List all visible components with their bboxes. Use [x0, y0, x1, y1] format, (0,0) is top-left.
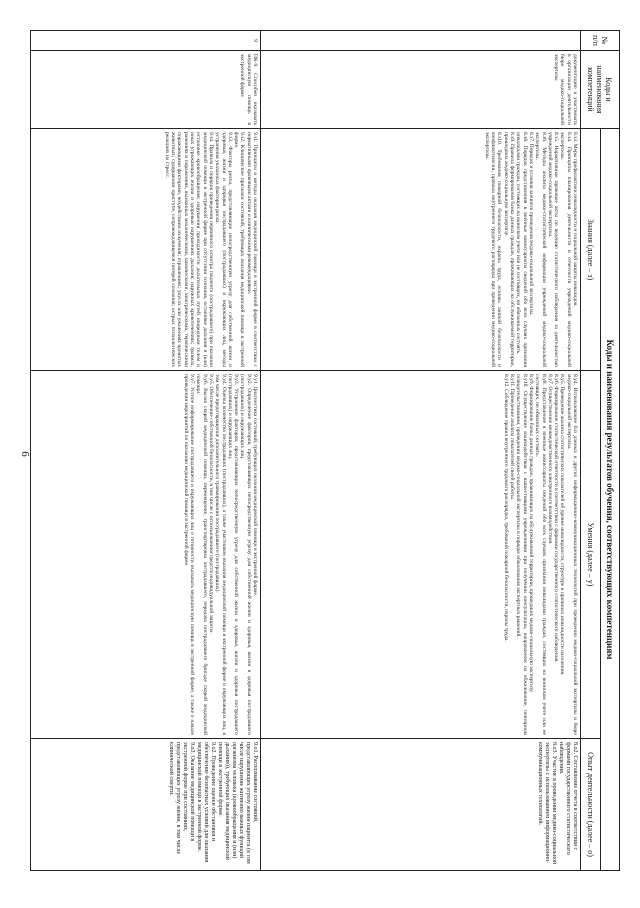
skill-item: 9.у6. Вызов скорой медицинской помощи, перемещение, транспортировка пострадавшего, передача пострадавшего бригаде скорой медицинской помощи. — [195, 374, 208, 735]
knowledge-item: 9.з4. Правила и порядок проведения первичного осмотра пациента (пострадавшего) при оказании медицинской помощи в экстренной форме при отсутствии сознания, остановке дыхания и (или) остановке кровообращения; нарушении проходимости дыхательных путей инородным телом и иных угрожающих жизни и здоровью нарушениях дыхания; наружных кровотечениях; травмах, ранениях и поражениях, вызванных механическими, химическими, электрическими, термическими поражающими факторами, воздействием излучения; отравлениях; укусах или ужалениях ядовитых животных; судорожном приступе, сопровождающемся потерей сознания; острых психологических реакциях на стресс. — [163, 132, 214, 367]
skill-item: 9.у1. Диагностика состояний, требующих оказания медицинской помощи в экстренной форме. — [252, 374, 258, 597]
skill-item: 9.у4. Оценка количества пострадавших (пострадавших), а также участников оказания медицинской помощи в экстренной форме и окружающих лиц, в том числе предотвращение дополнительного травмирования пострадавшего (пострадавших). — [214, 374, 227, 735]
experience-cell — [31, 739, 261, 871]
header-skills: Умения (далее – у) — [581, 371, 601, 739]
knowledge-item: 8.з4. Принципы планирования деятельности и отчетности учреждений медико-социальной экспертизы. — [559, 132, 572, 367]
knowledge-item: 8.з7. Порядок и условия заочного проведения медико-социальной экспертизы. — [527, 132, 534, 316]
competence-table — [30, 30, 620, 871]
experience-item: 8.о2. Составление отчета в соответствии с формами государственного статистического наблюдения. — [558, 742, 578, 855]
knowledge-item: 9.з3. Факторы риска, представляющие непосредственную угрозу для собственной жизни и здоровья, жизни и здоровья пострадавшего (пострадавших) и окружающих лиц, методы устранения указанных факторов риска. — [214, 132, 233, 367]
table-row — [261, 31, 581, 871]
skills-cell — [261, 371, 581, 739]
skill-item: 8.у10. Осуществление взаимодействия с вышестоящими учреждениями при получении консультации, направлении на обжалование, повторном освидетельствовании, проведении медико-социальной экспертизы в порядке обжалования экспертных решений. — [515, 374, 528, 735]
skill-item: 8.у5. Проведение анализа статистических показателей об уровне инвалидности, структуре и причинах инвалидности населения. — [559, 374, 566, 676]
header-competence-codes: Коды и наименования компетенций — [581, 51, 620, 129]
row-number — [261, 31, 581, 51]
knowledge-item: 8.з5. Нормативные правовые акты по ведению статистического наблюдения за деятельностью учреждений медико-социальной экспертизы. — [546, 132, 560, 367]
rotated-table-container — [30, 30, 620, 870]
skill-item: 8.у4. Использование баз данных и других информационно-коммуникационных технологий при проведении медико-социальной экспертизы и бюро медико-социальной экспертизы. — [565, 374, 578, 735]
skill-item: 8.у6. Формирование статистической отчетности в соответствии с формами государственного статистического наблюдения. — [553, 374, 560, 663]
skill-item: 9.у7. Устное информирование пострадавшего и окружающих лиц о готовности оказывать медицинскую помощь в экстренной форме, а также о начале проведения мероприятий по оказанию медицинской помощи в экстренной форме. — [182, 374, 196, 735]
knowledge-item: 8.з6. Методы анализа медико-статистической информации учреждений медико-социальной экспертизы. — [534, 132, 547, 367]
skill-item: 9.у5. Обеспечение собственной безопасности, в том числе с использованием средств индивидуальной защиты. — [207, 374, 214, 634]
experience-item: 9.о2. Проведение оценки обстановки и обеспечение безопасных условий для оказания медицинской помощи в экстренной форме. — [196, 742, 216, 863]
table-row — [31, 31, 261, 871]
competence-cell: ПК-9. Способен оказывать медицинскую помощь в экстренной форме — [31, 51, 261, 129]
knowledge-item: 9.з1. Принципы и методы оказания медицинской помощи в экстренной форме в соответствии с нормативными правовыми актами и клиническими рекомендациями. — [245, 132, 258, 367]
header-number: № п/п — [581, 31, 620, 51]
header-experience: Опыт деятельности (далее – о) — [581, 739, 601, 871]
experience-cell — [261, 739, 581, 871]
experience-item: 9.о3. Оказание медицинской помощи в экстренной форме при состояниях, представляющих угрозу жизни, в том числе клинической смерти. — [168, 742, 195, 855]
page-number: 6 — [18, 451, 31, 457]
skill-item: 9.у3. Устранение факторов, представляющих непосредственную угрозу для собственной жизни и здоровья, жизни и здоровья пострадавшего (пострадавших) и окружающих лиц. — [226, 374, 240, 735]
header-knowledge: Знания (далее – з) — [581, 129, 601, 371]
competence-cell: документацию и участвовать в организации деятельности бюро медико-социальной экспертизы — [261, 51, 581, 129]
header-results-span: Коды и наименования результатов обучения, соответствующих компетенциям — [601, 129, 620, 871]
knowledge-cell — [31, 129, 261, 371]
knowledge-item: 8.з9. Правила формирования банка данных граждан, проживающих на обслуживаемой территории, прошедших медико-социальную экспертизу. — [502, 132, 516, 367]
experience-item: 8.о3. Участие в проведении медико-социальной экспертизы с использованием информационно-коммуникационных технологий. — [537, 742, 557, 865]
skill-item: 8.у9. Формирование банка данных граждан, проживающих на обслуживаемой территории, прошедших медико-социальную экспертизу. — [527, 374, 534, 693]
skill-item: 8.у8. Представление в военные комиссариаты сведений обо всех случаях признания инвалидами граждан, состоящих на воинском учете или не состоящих, но обязанных состоять. — [534, 374, 547, 735]
skill-item: 8.у11. Проведение анализа показателей своей работы. — [509, 374, 516, 501]
experience-item: 9.о1. Распознавание состояний, представляющих угрозу жизни пациента (в том числе нарушение жизненно важных функций организма человека (кровообращения и (или) дыхания)), требующих оказания медицинской помощи в экстренной форме. — [217, 742, 258, 864]
skills-cell — [31, 371, 261, 739]
knowledge-item: 8.з10. Требования пожарной безопасности, охраны труда, основы личной безопасности и конфликтологии, правила внутреннего трудового распорядка при проведении медико-социальной экспертизы. — [483, 132, 503, 367]
row-number: 9 — [31, 31, 261, 51]
knowledge-item: 8.з3. Меры профилактики инвалидности и социальной защиты инвалидов. — [572, 132, 578, 307]
knowledge-cell — [261, 129, 581, 371]
knowledge-item: 8.з8. Порядок представления в военные комиссариаты сведений обо всех случаях признания инвалидами граждан, состоящих на воинском учете или не состоящих, но обязанных состоять. — [515, 132, 528, 367]
skill-item: 8.у12. Соблюдение правил внутреннего трудового распорядка, требований пожарной безопасности, охраны труда. — [502, 374, 509, 642]
knowledge-item: 9.з2. Клинические признаки состояний, требующих оказания медицинской помощи в экстренной форме. — [233, 132, 246, 367]
skill-item: 8.у7. Осуществление межведомственного электронного взаимодействия. — [546, 374, 553, 545]
skill-item: 9.у2. Определение факторов, представляющих непосредственную угрозу для собственной жизни и здоровья, жизни и здоровья пострадавшего (пострадавших) и окружающих лиц. — [239, 374, 252, 735]
